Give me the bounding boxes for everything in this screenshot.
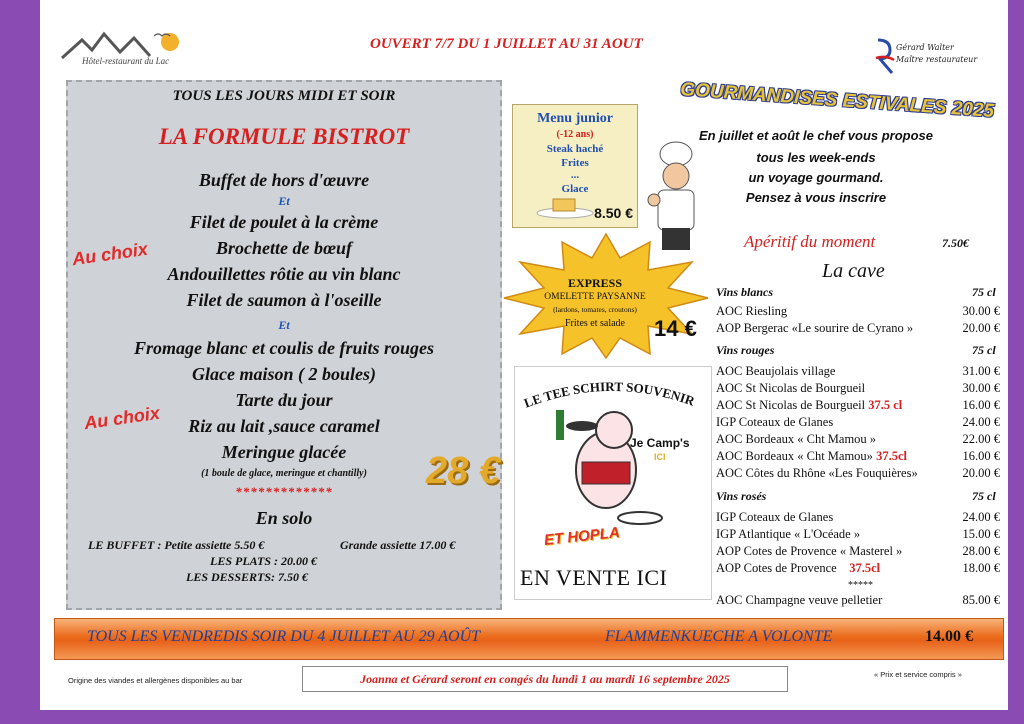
au-choix-label: Au choix xyxy=(82,402,161,434)
wine-name xyxy=(716,449,907,464)
friday-text: TOUS LES VENDREDIS SOIR DU 4 JUILLET AU 29 AOÛT xyxy=(87,628,481,645)
junior-title: Menu junior xyxy=(537,111,613,126)
wine-name xyxy=(716,398,902,413)
express-title: EXPRESS xyxy=(567,276,623,290)
wine-name: AOP Bergerac «Le sourire de Cyrano » xyxy=(716,321,914,335)
dots-divider: ***** xyxy=(848,580,873,591)
svg-text:LE TEE SCHIRT SOUVENIR: LE TEE SCHIRT SOUVENIR xyxy=(521,378,697,411)
wine-price: 16.00 € xyxy=(962,449,1000,463)
holiday-notice: Joanna et Gérard seront en congés du lundi 1 au mardi 16 septembre 2025 xyxy=(302,666,788,692)
aperitif-price: 7.50€ xyxy=(942,236,969,250)
wine-format: 37.5 cl xyxy=(868,398,903,412)
wine-name: AOC Riesling xyxy=(716,304,788,318)
wine-name-text: AOC Bordeaux « Cht Mamou» xyxy=(716,449,873,463)
express-detail: (lardons, tomates, croutons) xyxy=(553,305,637,314)
right-frame-border xyxy=(1008,0,1024,724)
chef-name: Gérard Walter xyxy=(896,43,954,52)
wine-price: 15.00 € xyxy=(962,527,1000,541)
cave-title: La cave xyxy=(822,260,885,282)
meringue-note: (1 boule de glace, meringue et chantilly) xyxy=(201,468,367,479)
formule-bistrot-box xyxy=(66,80,502,610)
dessert-item: Tarte du jour xyxy=(235,390,333,410)
wine-name: IGP Coteaux de Glanes xyxy=(716,510,834,524)
fries-plate-icon xyxy=(535,189,595,219)
solo-title: En solo xyxy=(255,508,313,528)
et-separator: Et xyxy=(278,318,290,332)
solo-buffet: LE BUFFET : Petite assiette 5.50 € xyxy=(88,538,265,552)
wine-name: AOP Cotes de Provence « Masterel » xyxy=(716,544,903,558)
wine-name: IGP Atlantique « L'Océade » xyxy=(716,527,861,541)
friday-banner xyxy=(54,618,1004,660)
main-item: Andouillettes rôtie au vin blanc xyxy=(167,264,401,284)
wine-name: AOC Bordeaux « Cht Mamou » xyxy=(716,432,877,446)
express-side: Frites et salade xyxy=(565,318,625,329)
dessert-item: Riz au lait ,sauce caramel xyxy=(188,416,380,436)
wine-section-heading: Vins rouges xyxy=(716,343,775,357)
gourmandises-line: un voyage gourmand. xyxy=(748,170,884,185)
left-frame-border xyxy=(0,0,40,724)
solo-plats: LES PLATS : 20.00 € xyxy=(210,554,318,568)
wine-section-heading: Vins rosés xyxy=(716,489,767,503)
wine-format: 37.5cl xyxy=(849,561,881,575)
menu-sheet xyxy=(40,0,1008,710)
main-item: Filet de poulet à la crème xyxy=(189,212,379,232)
wine-section-heading: Vins blancs xyxy=(716,285,774,299)
gourmandises-line: En juillet et août le chef vous propose xyxy=(698,128,934,143)
wine-price: 20.00 € xyxy=(962,321,1000,335)
bistro-price: 28 € xyxy=(426,450,500,492)
solo-desserts: LES DESSERTS: 7.50 € xyxy=(186,570,309,584)
wine-name: AOC Beaujolais village xyxy=(716,364,836,378)
bistro-title: LA FORMULE BISTROT xyxy=(158,124,410,149)
chef-title: Maître restaurateur xyxy=(896,55,978,64)
wine-price: 16.00 € xyxy=(962,398,1000,412)
wine-price: 31.00 € xyxy=(962,364,1000,378)
wine-name: IGP Coteaux de Glanes xyxy=(716,415,834,429)
tshirt-camp-text: Je Camp's xyxy=(630,436,690,450)
price-note: « Prix et service compris » xyxy=(874,670,962,679)
au-choix-label: Au choix xyxy=(70,238,149,270)
wine-name-text: AOC St Nicolas de Bourgueil xyxy=(716,398,866,412)
bottom-frame-border xyxy=(0,710,1024,724)
solo-buffet-large: Grande assiette 17.00 € xyxy=(340,538,456,552)
wine-price: 20.00 € xyxy=(962,466,1000,480)
wine-name: AOC St Nicolas de Bourgueil xyxy=(716,381,866,395)
junior-item: Frites xyxy=(561,157,589,169)
junior-price: 8.50 € xyxy=(594,205,633,221)
gourmandises-title: GOURMANDISES ESTIVALES 2025 xyxy=(679,79,995,122)
gourmandises-line: tous les week-ends xyxy=(756,150,876,165)
wine-price: 22.00 € xyxy=(962,432,1000,446)
wine-format: 37.5cl xyxy=(876,449,907,463)
champagne-name: AOC Champagne veuve pelletier xyxy=(716,593,883,607)
opening-dates: OUVERT 7/7 DU 1 JUILLET AU 31 AOUT xyxy=(370,36,643,52)
wine-price: 24.00 € xyxy=(962,415,1000,429)
flammenkueche-price: 14.00 € xyxy=(925,628,973,645)
wine-price: 24.00 € xyxy=(962,510,1000,524)
origin-note: Origine des viandes et allergènes disponibles au bar xyxy=(68,676,243,685)
et-separator: Et xyxy=(278,194,290,208)
every-day-heading: TOUS LES JOURS MIDI ET SOIR xyxy=(172,88,396,104)
dessert-item: Fromage blanc et coulis de fruits rouges xyxy=(133,338,434,358)
wine-name xyxy=(716,561,880,576)
wine-section-unit: 75 cl xyxy=(972,285,996,299)
champagne-price: 85.00 € xyxy=(962,593,1000,607)
junior-age: (-12 ans) xyxy=(556,129,594,140)
wine-name: AOC Côtes du Rhône «Les Fouquières» xyxy=(716,466,918,480)
tshirt-vente-text: EN VENTE ICI xyxy=(520,565,668,590)
express-dish: OMELETTE PAYSANNE xyxy=(544,292,646,302)
restaurant-name: Hôtel-restaurant du Lac xyxy=(82,56,170,66)
junior-item: Steak haché xyxy=(546,143,604,155)
express-price: 14 € xyxy=(654,316,697,341)
wine-price: 18.00 € xyxy=(962,561,1000,575)
chef-signature xyxy=(896,42,977,66)
main-item: Filet de saumon à l'oseille xyxy=(186,290,382,310)
dessert-item: Glace maison ( 2 boules) xyxy=(192,364,376,384)
flammenkueche-text: FLAMMENKUECHE A VOLONTE xyxy=(605,628,833,645)
main-item: Brochette de bœuf xyxy=(216,238,352,258)
tshirt-ici-text: ICI xyxy=(654,452,666,462)
wine-price: 28.00 € xyxy=(962,544,1000,558)
mountain-logo-icon xyxy=(58,26,228,78)
pig-mascot-icon xyxy=(542,400,672,530)
wine-section-unit: 75 cl xyxy=(972,343,996,357)
gourmandises-line: Pensez à vous inscrire xyxy=(745,190,887,205)
junior-item: ... xyxy=(570,169,580,181)
aperitif-label: Apéritif du moment xyxy=(744,232,876,251)
junior-item: Glace xyxy=(561,183,589,195)
menu-junior-box xyxy=(512,104,638,228)
starter-item: Buffet de hors d'œuvre xyxy=(198,170,370,190)
wine-section-unit: 75 cl xyxy=(972,489,996,503)
stars-divider: ************* xyxy=(235,484,333,499)
wine-name-text: AOP Cotes de Provence xyxy=(716,561,837,575)
dessert-item: Meringue glacée xyxy=(221,442,347,462)
tshirt-hopla-text: ET HOPLA xyxy=(543,524,621,549)
wine-price: 30.00 € xyxy=(962,304,1000,318)
wine-price: 30.00 € xyxy=(962,381,1000,395)
